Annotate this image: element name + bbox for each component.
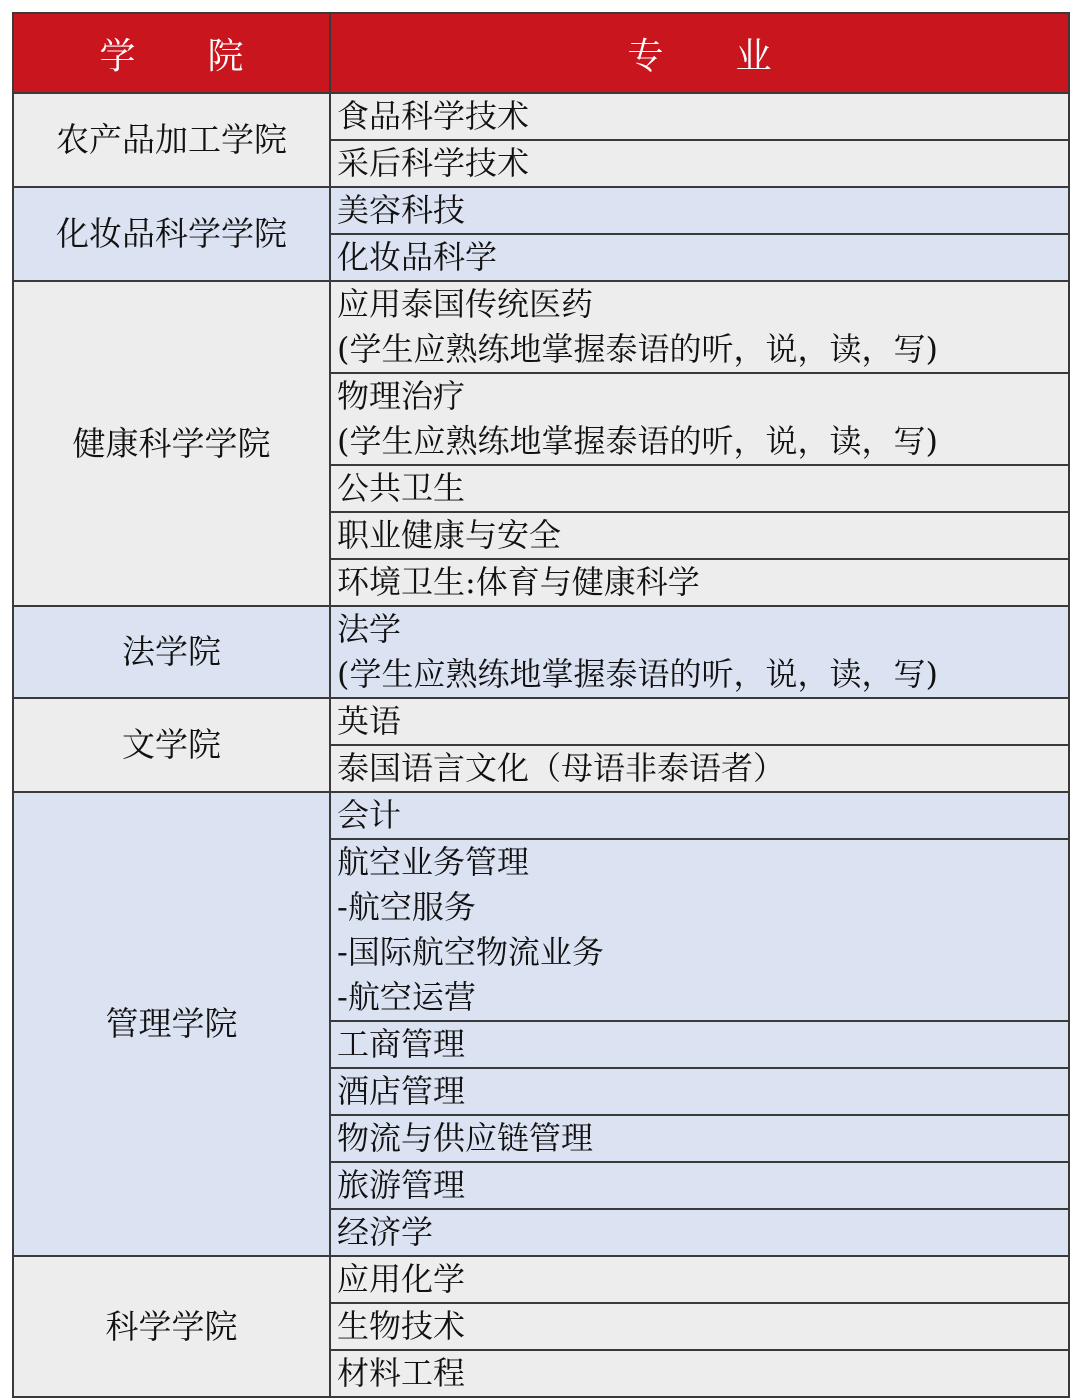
- major-name: 法学: [337, 610, 402, 648]
- major-name: 食品科学技术: [337, 97, 530, 135]
- school-cell: [13, 93, 330, 187]
- school-cell: [13, 1256, 330, 1397]
- major-name: 英语: [337, 702, 402, 740]
- school-name: 文学院: [122, 725, 221, 764]
- school-name: 化妆品科学学院: [56, 214, 287, 253]
- school-cell: [13, 187, 330, 281]
- major-cell: [330, 1068, 1069, 1115]
- school-name: 健康科学学院: [72, 423, 271, 463]
- header-row: [13, 13, 1069, 93]
- major-name: 物流与供应链管理: [337, 1119, 594, 1157]
- major-cell: [330, 559, 1069, 606]
- major-cell: [330, 1256, 1069, 1303]
- table-body: [13, 93, 1069, 1397]
- major-name: 酒店管理: [337, 1072, 466, 1110]
- header-school-label: 学 院: [99, 35, 244, 77]
- table-row: [13, 1256, 1069, 1303]
- major-cell: [330, 1209, 1069, 1256]
- major-cell: [330, 93, 1069, 140]
- major-note: -国际航空物流业务: [337, 933, 604, 971]
- table-row: [13, 281, 1069, 373]
- header-school: [13, 13, 330, 93]
- major-name: 应用化学: [337, 1260, 466, 1298]
- major-name: 生物技术: [337, 1307, 466, 1345]
- major-cell: [330, 234, 1069, 281]
- majors-table: [12, 12, 1070, 1398]
- major-name: 材料工程: [337, 1354, 466, 1392]
- header-major-label: 专 业: [627, 35, 772, 77]
- major-cell: [330, 839, 1069, 1021]
- table-row: [13, 187, 1069, 234]
- major-note: -航空服务: [337, 888, 476, 926]
- major-name: 化妆品科学: [337, 238, 498, 276]
- school-name: 管理学院: [105, 1004, 238, 1043]
- major-note: (学生应熟练地掌握泰语的听，说，读，写): [337, 655, 938, 693]
- major-name: 应用泰国传统医药: [337, 285, 594, 323]
- major-name: 工商管理: [337, 1025, 466, 1063]
- major-name: 采后科学技术: [337, 144, 530, 182]
- major-name: 美容科技: [337, 191, 466, 229]
- school-cell: [13, 281, 330, 606]
- major-name: 职业健康与安全: [337, 516, 562, 554]
- major-cell: [330, 281, 1069, 373]
- major-name: 泰国语言文化（母语非泰语者）: [337, 749, 786, 787]
- major-name: 会计: [337, 796, 402, 834]
- table-row: [13, 606, 1069, 698]
- major-note: (学生应熟练地掌握泰语的听，说，读，写): [337, 422, 938, 460]
- table-row: [13, 93, 1069, 140]
- school-cell: [13, 792, 330, 1256]
- major-cell: [330, 745, 1069, 792]
- header-major: [330, 13, 1069, 93]
- school-cell: [13, 606, 330, 698]
- major-cell: [330, 792, 1069, 839]
- major-cell: [330, 1303, 1069, 1350]
- major-cell: [330, 187, 1069, 234]
- major-note: -航空运营: [337, 978, 476, 1016]
- major-cell: [330, 1350, 1069, 1397]
- major-name: 公共卫生: [337, 469, 466, 507]
- school-cell: [13, 698, 330, 792]
- major-cell: [330, 373, 1069, 465]
- major-cell: [330, 140, 1069, 187]
- school-name: 科学学院: [105, 1306, 238, 1346]
- major-cell: [330, 465, 1069, 512]
- table-header: [13, 13, 1069, 93]
- major-cell: [330, 1115, 1069, 1162]
- major-name: 旅游管理: [337, 1166, 466, 1204]
- major-cell: [330, 512, 1069, 559]
- major-name: 物理治疗: [337, 377, 466, 415]
- major-name: 环境卫生:体育与健康科学: [337, 563, 700, 601]
- major-cell: [330, 698, 1069, 745]
- table-row: [13, 792, 1069, 839]
- major-cell: [330, 1162, 1069, 1209]
- major-cell: [330, 606, 1069, 698]
- table-row: [13, 698, 1069, 745]
- school-name: 农产品加工学院: [56, 120, 287, 159]
- major-name: 航空业务管理: [337, 843, 530, 881]
- major-cell: [330, 1021, 1069, 1068]
- school-name: 法学院: [122, 632, 221, 671]
- major-note: (学生应熟练地掌握泰语的听，说，读，写): [337, 330, 938, 368]
- major-name: 经济学: [337, 1213, 434, 1251]
